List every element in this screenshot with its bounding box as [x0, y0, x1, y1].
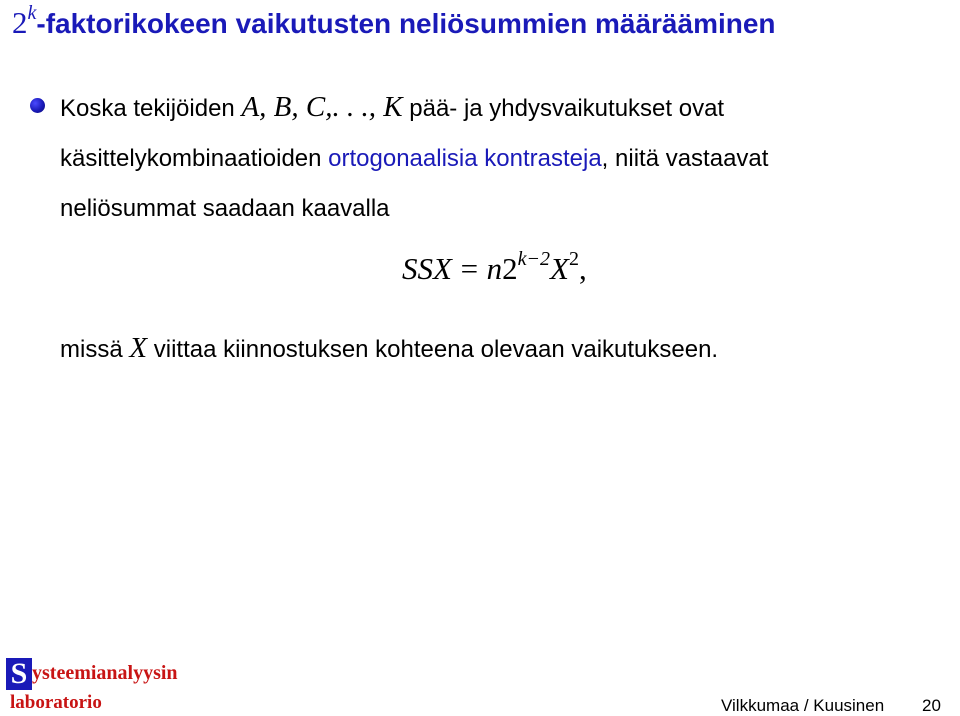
line3: neliösummat saadaan kaavalla [60, 195, 390, 222]
line1-start: Koska tekijöiden [60, 95, 235, 122]
formula-punct: , [578, 251, 587, 286]
footer-authors: Vilkkumaa / Kuusinen [721, 696, 885, 715]
formula-exponent-2: 2 [568, 248, 579, 270]
formula-equals: = [460, 251, 479, 286]
explanation-start: missä [60, 336, 123, 363]
factor-list: A, B, C,. . ., K [241, 91, 403, 123]
bullet-text [60, 82, 940, 234]
formula-var: X [550, 251, 569, 286]
logo-letter: S [6, 658, 32, 690]
explanation-var: X [129, 332, 148, 364]
logo-line-1: ysteemianalyysin [32, 662, 178, 684]
formula-exponent-1: k−2 [517, 248, 551, 270]
bullet-line-1 [60, 82, 940, 134]
logo-line-2: laboratorio [10, 692, 102, 713]
explanation [60, 328, 718, 370]
bullet-line-2 [60, 134, 940, 184]
formula-base: 2 [502, 251, 518, 286]
slide-title [12, 2, 776, 41]
formula-n: n [486, 251, 503, 286]
formula-lhs: SSX [402, 251, 452, 286]
explanation-end: viittaa kiinnostuksen kohteena olevaan vaikutukseen. [153, 336, 719, 363]
bullet-line-3 [60, 184, 940, 234]
sum-of-squares-formula [402, 248, 587, 287]
line1-end: pää- ja yhdysvaikutukset ovat [409, 95, 725, 122]
highlight-term: ortogonaalisia kontrasteja [328, 145, 602, 172]
title-exponent: k [27, 2, 37, 24]
line2-start: käsittelykombinaatioiden [60, 145, 322, 172]
line2-end: , niitä vastaavat [601, 145, 769, 172]
title-text: -faktorikokeen vaikutusten neliösummien määrääminen [36, 8, 776, 39]
lab-logo [6, 658, 206, 716]
bullet-icon [30, 98, 45, 113]
page-number: 20 [922, 696, 941, 715]
title-base: 2 [12, 5, 28, 40]
